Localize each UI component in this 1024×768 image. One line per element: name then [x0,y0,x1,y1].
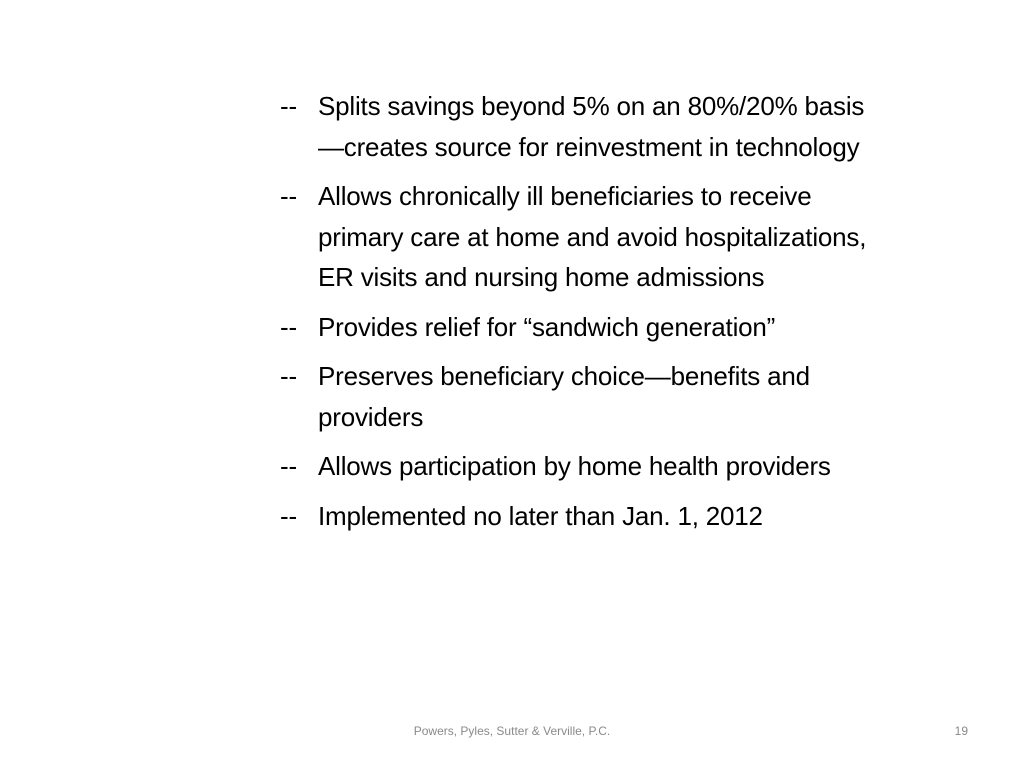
slide-page-number: 19 [954,724,968,738]
bullet-marker: -- [280,361,297,391]
bullet-text: Allows participation by home health providers [318,451,831,481]
bullet-item [280,356,900,437]
bullet-text: Allows chronically ill beneficiaries to receive primary care at home and avoid hospitalizations, ER visits and nursing home admissions [318,181,867,292]
bullet-marker: -- [280,451,297,481]
bullet-text: Splits savings beyond 5% on an 80%/20% basis—creates source for reinvestment in technology [318,91,865,162]
bullet-text: Implemented no later than Jan. 1, 2012 [318,500,763,531]
bullet-text: Provides relief for “sandwich generation” [318,311,776,342]
bullet-item [280,307,900,348]
bullet-marker: -- [280,500,297,531]
bullet-list [280,86,900,545]
bullet-item [280,446,900,487]
bullet-item [280,496,900,537]
bullet-item [280,176,900,298]
bullet-item [280,86,900,167]
footer-firm-name: Powers, Pyles, Sutter & Verville, P.C. [413,724,611,738]
bullet-marker: -- [280,181,297,211]
bullet-marker: -- [280,311,297,342]
bullet-marker: -- [280,91,297,121]
bullet-text: Preserves beneficiary choice—benefits and providers [318,361,810,432]
